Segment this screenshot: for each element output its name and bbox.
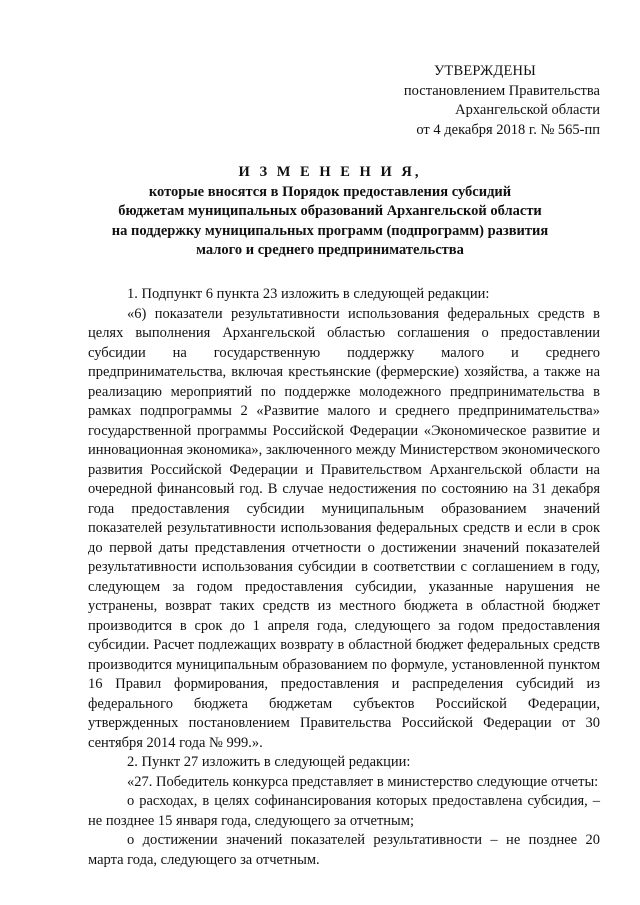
paragraph-expenses-report: о расходах, в целях софинансирования которых предоставлена субсидия, – не позднее 15 января года, следующего за отчетным; bbox=[88, 793, 600, 829]
title-line-1: которые вносятся в Порядок предоставления субсидий bbox=[148, 183, 512, 200]
paragraph-item-27: «27. Победитель конкурса представляет в министерство следующие отчеты: bbox=[127, 773, 599, 790]
paragraph-indicators-report: о достижении значений показателей результативности – не позднее 20 марта года, следующего за отчетным. bbox=[88, 832, 600, 868]
document-title bbox=[60, 163, 600, 261]
paragraph-item-2: 2. Пункт 27 изложить в следующей редакции: bbox=[127, 754, 411, 770]
title-line-2: бюджетам муниципальных образований Архангельской области bbox=[118, 203, 542, 219]
approval-block bbox=[360, 62, 600, 140]
title-heading: И З М Е Н Е Н И Я, bbox=[238, 164, 422, 180]
approval-line-1: постановлением Правительства bbox=[403, 82, 600, 99]
title-line-4: малого и среднего предпринимательства bbox=[196, 242, 464, 258]
title-line-3: на поддержку муниципальных программ (подпрограмм) развития bbox=[111, 222, 549, 239]
approval-line-2: Архангельской области bbox=[455, 102, 600, 118]
document-body bbox=[88, 285, 600, 870]
paragraph-subitem-6: «6) показатели результативности использования федеральных средств в целях выполнения Архангельской областью соглашения о предоставлении субсидии на государственную поддержку малого и среднего предпринимательства, включая крестьянские (фермерские) хозяйства, а также на реализацию мероприятий по поддержке молодежного предпринимательства в рамках подпрограммы 2 «Развитие малого и среднего предпринимательства» государственной программы Российской Федерации «Экономическое развитие и инновационная экономика», заключенного между Министерством экономического развития Российской Федерации и Правительством Архангельской области на очередной финансовый год. В случае недостижения по состоянию на 31 декабря года предоставления субсидии муниципальным образованием значений показателей результативности использования федеральных средств и если в срок до первой даты представления отчетности о достижении значений показателей результативности использования субсидии в соответствии с соглашением в году, следующем за годом предоставления субсидии, указанные нарушения не устранены, возврат таких средств из местного бюджета в областной бюджет производится в срок до 1 апреля года, следующего за годом предоставления субсидии. Расчет подлежащих возврату в областной бюджет федеральных средств производится муниципальным образованием по формуле, установленной пунктом 16 Правил формирования, предоставления и распределения субсидий из федерального бюджета бюджетам субъектов Российской Федерации, утвержденных постановлением Правительства Российской Федерации от 30 сентября 2014 года № 999.». bbox=[88, 305, 600, 751]
paragraph-item-1: 1. Подпункт 6 пункта 23 изложить в следующей редакции: bbox=[127, 286, 490, 302]
approval-line-3: от 4 декабря 2018 г. № 565-пп bbox=[416, 121, 600, 138]
approval-heading: УТВЕРЖДЕНЫ bbox=[433, 63, 537, 79]
